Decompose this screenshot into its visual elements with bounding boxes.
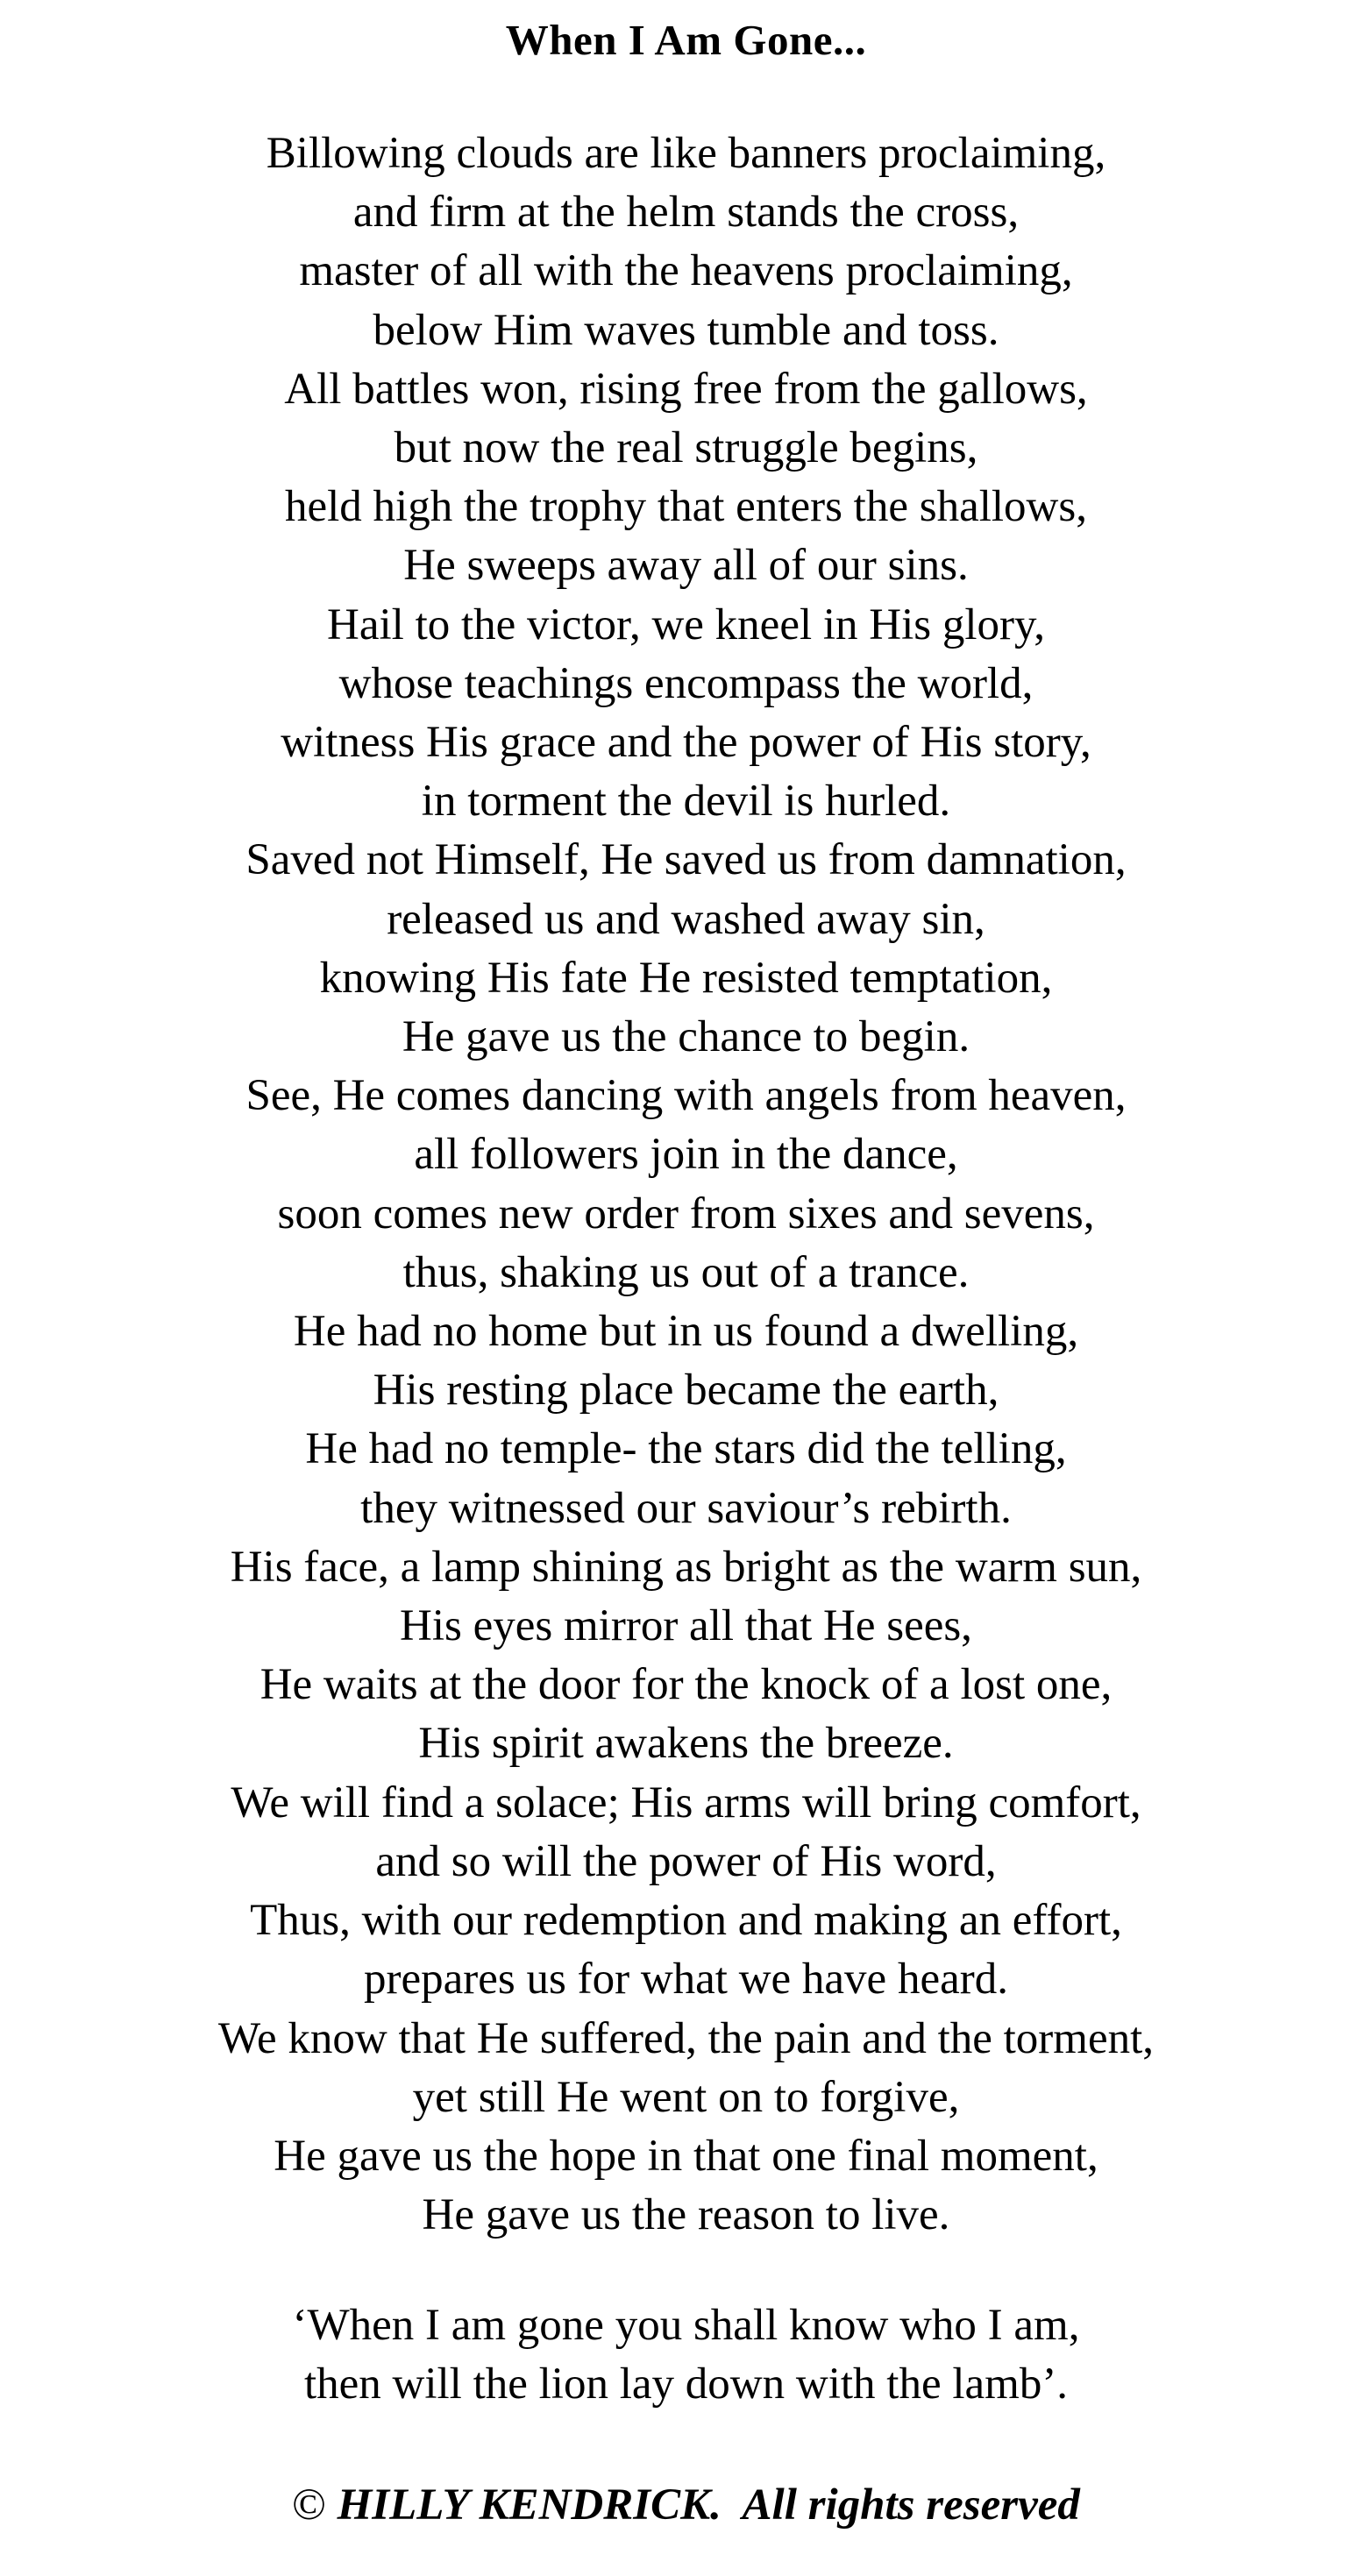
poem-line: He had no home but in us found a dwelling, (293, 1307, 1079, 1357)
poem-line: all followers join in the dance, (414, 1130, 958, 1180)
poem-line: His face, a lamp shining as bright as the warm sun, (230, 1542, 1142, 1592)
poem-line: His eyes mirror all that He sees, (400, 1601, 972, 1651)
poem-line: He gave us the chance to begin. (402, 1012, 970, 1062)
poem-line: soon comes new order from sixes and sevens, (277, 1189, 1095, 1238)
poem-line: released us and washed away sin, (387, 894, 985, 944)
poem-line: His resting place became the earth, (373, 1366, 999, 1416)
poem-line: See, He comes dancing with angels from heaven, (245, 1071, 1127, 1121)
poem-line: knowing His fate He resisted temptation, (319, 953, 1053, 1003)
poem-line: Hail to the victor, we kneel in His glory, (327, 600, 1045, 649)
poem-line: master of all with the heavens proclaiming, (299, 246, 1073, 296)
poem-line: He sweeps away all of our sins. (403, 541, 969, 591)
poem-line: He had no temple- the stars did the telling, (305, 1424, 1067, 1474)
poem-line: He gave us the reason to live. (422, 2190, 950, 2240)
couplet-line: ‘When I am gone you shall know who I am, (292, 2301, 1080, 2350)
poem-line: held high the trophy that enters the shallows, (285, 482, 1087, 532)
poem-line: they witnessed our saviour’s rebirth. (360, 1483, 1012, 1533)
poem-line: but now the real struggle begins, (394, 423, 978, 473)
poem-line: yet still He went on to forgive, (412, 2072, 960, 2122)
poem-line: He waits at the door for the knock of a lost one, (259, 1660, 1113, 1710)
poem-line: Billowing clouds are like banners proclaiming, (266, 129, 1106, 178)
poem-line: prepares us for what we have heard. (364, 1955, 1008, 2005)
poem-line: Saved not Himself, He saved us from damnation, (245, 835, 1127, 885)
copyright-text: HILLY KENDRICK. All rights reserved (337, 2480, 1080, 2530)
poem-line: All battles won, rising free from the gallows, (284, 364, 1088, 414)
copyright-notice (0, 2474, 1372, 2536)
poem-line: We know that He suffered, the pain and the torment, (217, 2013, 1155, 2063)
poem-line: and so will the power of His word, (375, 1836, 997, 1886)
poem-line: below Him waves tumble and toss. (373, 305, 999, 355)
copyright-symbol: © (292, 2480, 326, 2530)
poem-line: He gave us the hope in that one final moment, (274, 2131, 1098, 2181)
poem-line: We will find a solace; His arms will bring comfort, (231, 1778, 1141, 1827)
couplet-line: then will the lion lay down with the lamb’. (303, 2360, 1069, 2409)
poem-line: witness His grace and the power of His story, (281, 718, 1091, 768)
poem-line: thus, shaking us out of a trance. (402, 1247, 970, 1297)
poem-line: whose teachings encompass the world, (338, 658, 1034, 708)
poem-line: His spirit awakens the breeze. (418, 1719, 954, 1769)
poem-line: Thus, with our redemption and making an effort, (250, 1896, 1122, 1946)
closing-couplet (0, 2296, 1372, 2414)
poem-title: When I Am Gone... (505, 16, 867, 64)
poem-stanza (0, 124, 1372, 2245)
poem-line: and firm at the helm stands the cross, (352, 188, 1020, 238)
poem-line: in torment the devil is hurled. (421, 777, 951, 827)
